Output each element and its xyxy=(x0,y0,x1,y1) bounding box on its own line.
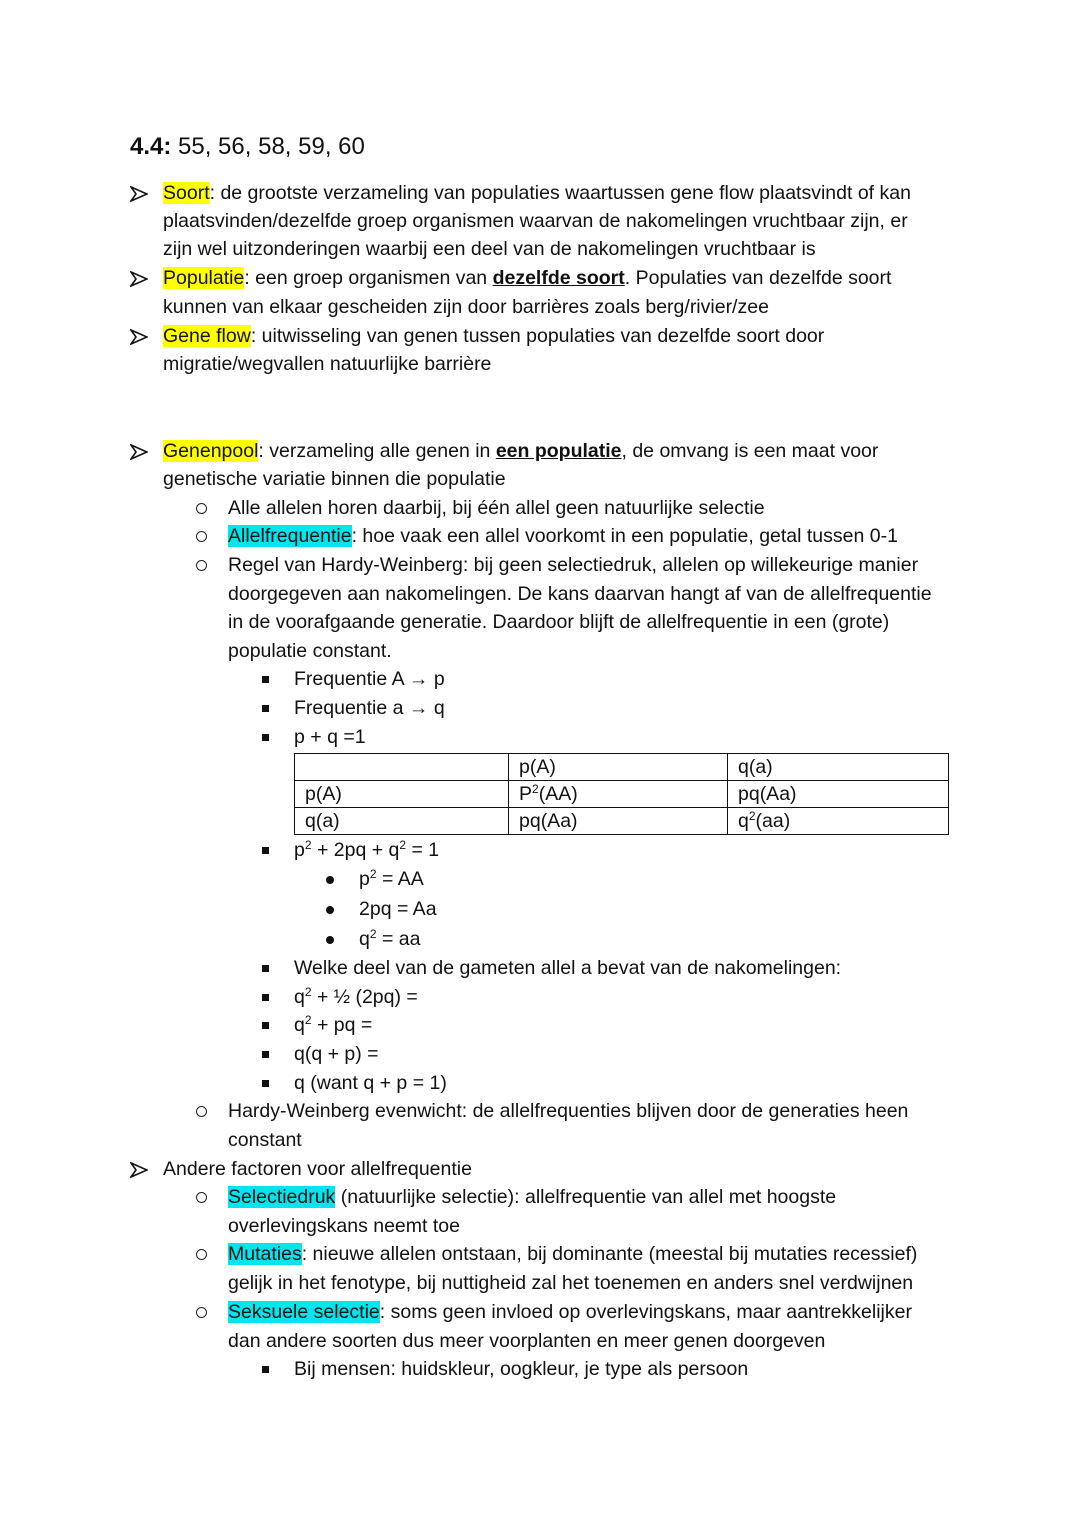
geneflow-line-1: Gene flow: uitwisseling van genen tussen populaties van dezelfde soort door xyxy=(163,325,825,347)
square-bullet-icon xyxy=(262,1069,269,1098)
gameten-line: Welke deel van de gameten allel a bevat van de nakomelingen: xyxy=(294,957,842,979)
circle-bullet-icon xyxy=(196,1240,207,1269)
table-row xyxy=(295,754,949,781)
andere-factoren-title: Andere factoren voor allelfrequentie xyxy=(163,1158,472,1180)
table-row xyxy=(295,808,949,835)
hardy-weinberg-line-2: doorgegeven aan nakomelingen. De kans daarvan hangt af van de allelfrequentie xyxy=(228,583,932,605)
p-plus-q: p + q =1 xyxy=(294,726,366,748)
mutaties-line-2: gelijk in het fenotype, bij nuttigheid zal het toenemen en anders snel verdwijnen xyxy=(228,1272,914,1294)
table-cell xyxy=(295,754,509,781)
arrow-bullet-icon xyxy=(130,179,148,208)
genenpool-line-2: genetische variatie binnen die populatie xyxy=(163,468,506,490)
table-row xyxy=(295,781,949,808)
table-cell: p(A) xyxy=(295,781,509,808)
square-bullet-icon xyxy=(262,983,269,1012)
hw-evenwicht-line-1: Hardy-Weinberg evenwicht: de allelfrequenties blijven door de generaties heen xyxy=(228,1100,909,1122)
frequentie-a: Frequentie a → q xyxy=(294,697,445,719)
table-cell: p(A) xyxy=(509,754,728,781)
selectiedruk-line-1: Selectiedruk (natuurlijke selectie): allelfrequentie van allel met hoogste xyxy=(228,1186,837,1208)
seksuele-selectie-line-2: dan andere soorten dus meer voorplanten en meer genen doorgeven xyxy=(228,1330,826,1352)
table-cell: $q^2(aa)$ xyxy=(728,808,949,835)
dot-bullet-icon xyxy=(326,865,334,894)
arrow-bullet-icon xyxy=(130,322,148,351)
hardy-weinberg-line-1: Regel van Hardy-Weinberg: bij geen selectiedruk, allelen op willekeurige manier xyxy=(228,554,919,576)
mutaties-line-1: Mutaties: nieuwe allelen ontstaan, bij dominante (meestal bij mutaties recessief) xyxy=(228,1243,918,1265)
genenpool-line-1: Genenpool: verzameling alle genen in een populatie, de omvang is een maat voor xyxy=(163,440,879,462)
mensen-line: Bij mensen: huidskleur, oogkleur, je type als persoon xyxy=(294,1358,749,1380)
square-bullet-icon xyxy=(262,1040,269,1069)
circle-bullet-icon xyxy=(196,494,207,523)
square-bullet-icon xyxy=(262,1355,269,1384)
soort-line-1: Soort: de grootste verzameling van populaties waartussen gene flow plaatsvindt of kan xyxy=(163,182,911,204)
hardy-weinberg-line-3: in de voorafgaande generatie. Daardoor blijft de allelfrequentie in een (grote) xyxy=(228,611,890,633)
table-cell: $P^2(AA)$ xyxy=(509,781,728,808)
square-bullet-icon xyxy=(262,665,269,694)
gameten-step-2: $q^2$ + pq = xyxy=(294,1013,373,1036)
dot-bullet-icon xyxy=(326,925,334,954)
right-arrow-icon: → xyxy=(408,697,429,719)
frequentie-A: Frequentie A → p xyxy=(294,668,445,690)
section-heading: 4.4: 55, 56, 58, 59, 60 xyxy=(130,133,365,160)
table-cell: q(a) xyxy=(728,754,949,781)
gameten-step-1: $q^2$ + ½ (2pq) = xyxy=(294,985,418,1008)
table-cell: pq(Aa) xyxy=(509,808,728,835)
arrow-bullet-icon xyxy=(130,437,148,466)
formula-aa: $q^2$ = aa xyxy=(359,927,421,950)
genenpool-sub-1: Alle allelen horen daarbij, bij één allel geen natuurlijke selectie xyxy=(228,497,765,519)
populatie-line-2: kunnen van elkaar gescheiden zijn door barrières zoals berg/rivier/zee xyxy=(163,296,769,318)
formula-AA: $p^2$ = AA xyxy=(359,867,424,890)
punnett-table xyxy=(294,753,949,835)
arrow-bullet-icon xyxy=(130,264,148,293)
square-bullet-icon xyxy=(262,1011,269,1040)
formula-sum: $p^2 + 2pq + q^2 = 1$ xyxy=(294,838,440,861)
gameten-step-3: q(q + p) = xyxy=(294,1043,379,1065)
square-bullet-icon xyxy=(262,954,269,983)
table-cell: q(a) xyxy=(295,808,509,835)
circle-bullet-icon xyxy=(196,1097,207,1126)
soort-line-3: zijn wel uitzonderingen waarbij een deel van de nakomelingen vruchtbaar is xyxy=(163,238,816,260)
square-bullet-icon xyxy=(262,723,269,752)
seksuele-selectie-line-1: Seksuele selectie: soms geen invloed op overlevingskans, maar aantrekkelijker xyxy=(228,1301,912,1323)
gameten-step-4: q (want q + p = 1) xyxy=(294,1072,447,1094)
circle-bullet-icon xyxy=(196,551,207,580)
selectiedruk-line-2: overlevingskans neemt toe xyxy=(228,1215,460,1237)
populatie-line-1: Populatie: een groep organismen van dezelfde soort. Populaties van dezelfde soort xyxy=(163,267,892,289)
right-arrow-icon: → xyxy=(408,668,429,690)
formula-Aa: 2pq = Aa xyxy=(359,898,437,920)
square-bullet-icon xyxy=(262,694,269,723)
dot-bullet-icon xyxy=(326,895,334,924)
genenpool-sub-2: Allelfrequentie: hoe vaak een allel voorkomt in een populatie, getal tussen 0-1 xyxy=(228,525,898,547)
hardy-weinberg-line-4: populatie constant. xyxy=(228,640,392,662)
circle-bullet-icon xyxy=(196,1183,207,1212)
square-bullet-icon xyxy=(262,836,269,865)
arrow-bullet-icon xyxy=(130,1155,148,1184)
geneflow-line-2: migratie/wegvallen natuurlijke barrière xyxy=(163,353,492,375)
circle-bullet-icon xyxy=(196,1298,207,1327)
soort-line-2: plaatsvinden/dezelfde groep organismen waarvan de nakomelingen vruchtbaar zijn, er xyxy=(163,210,908,232)
circle-bullet-icon xyxy=(196,522,207,551)
hw-evenwicht-line-2: constant xyxy=(228,1129,302,1151)
table-cell: pq(Aa) xyxy=(728,781,949,808)
